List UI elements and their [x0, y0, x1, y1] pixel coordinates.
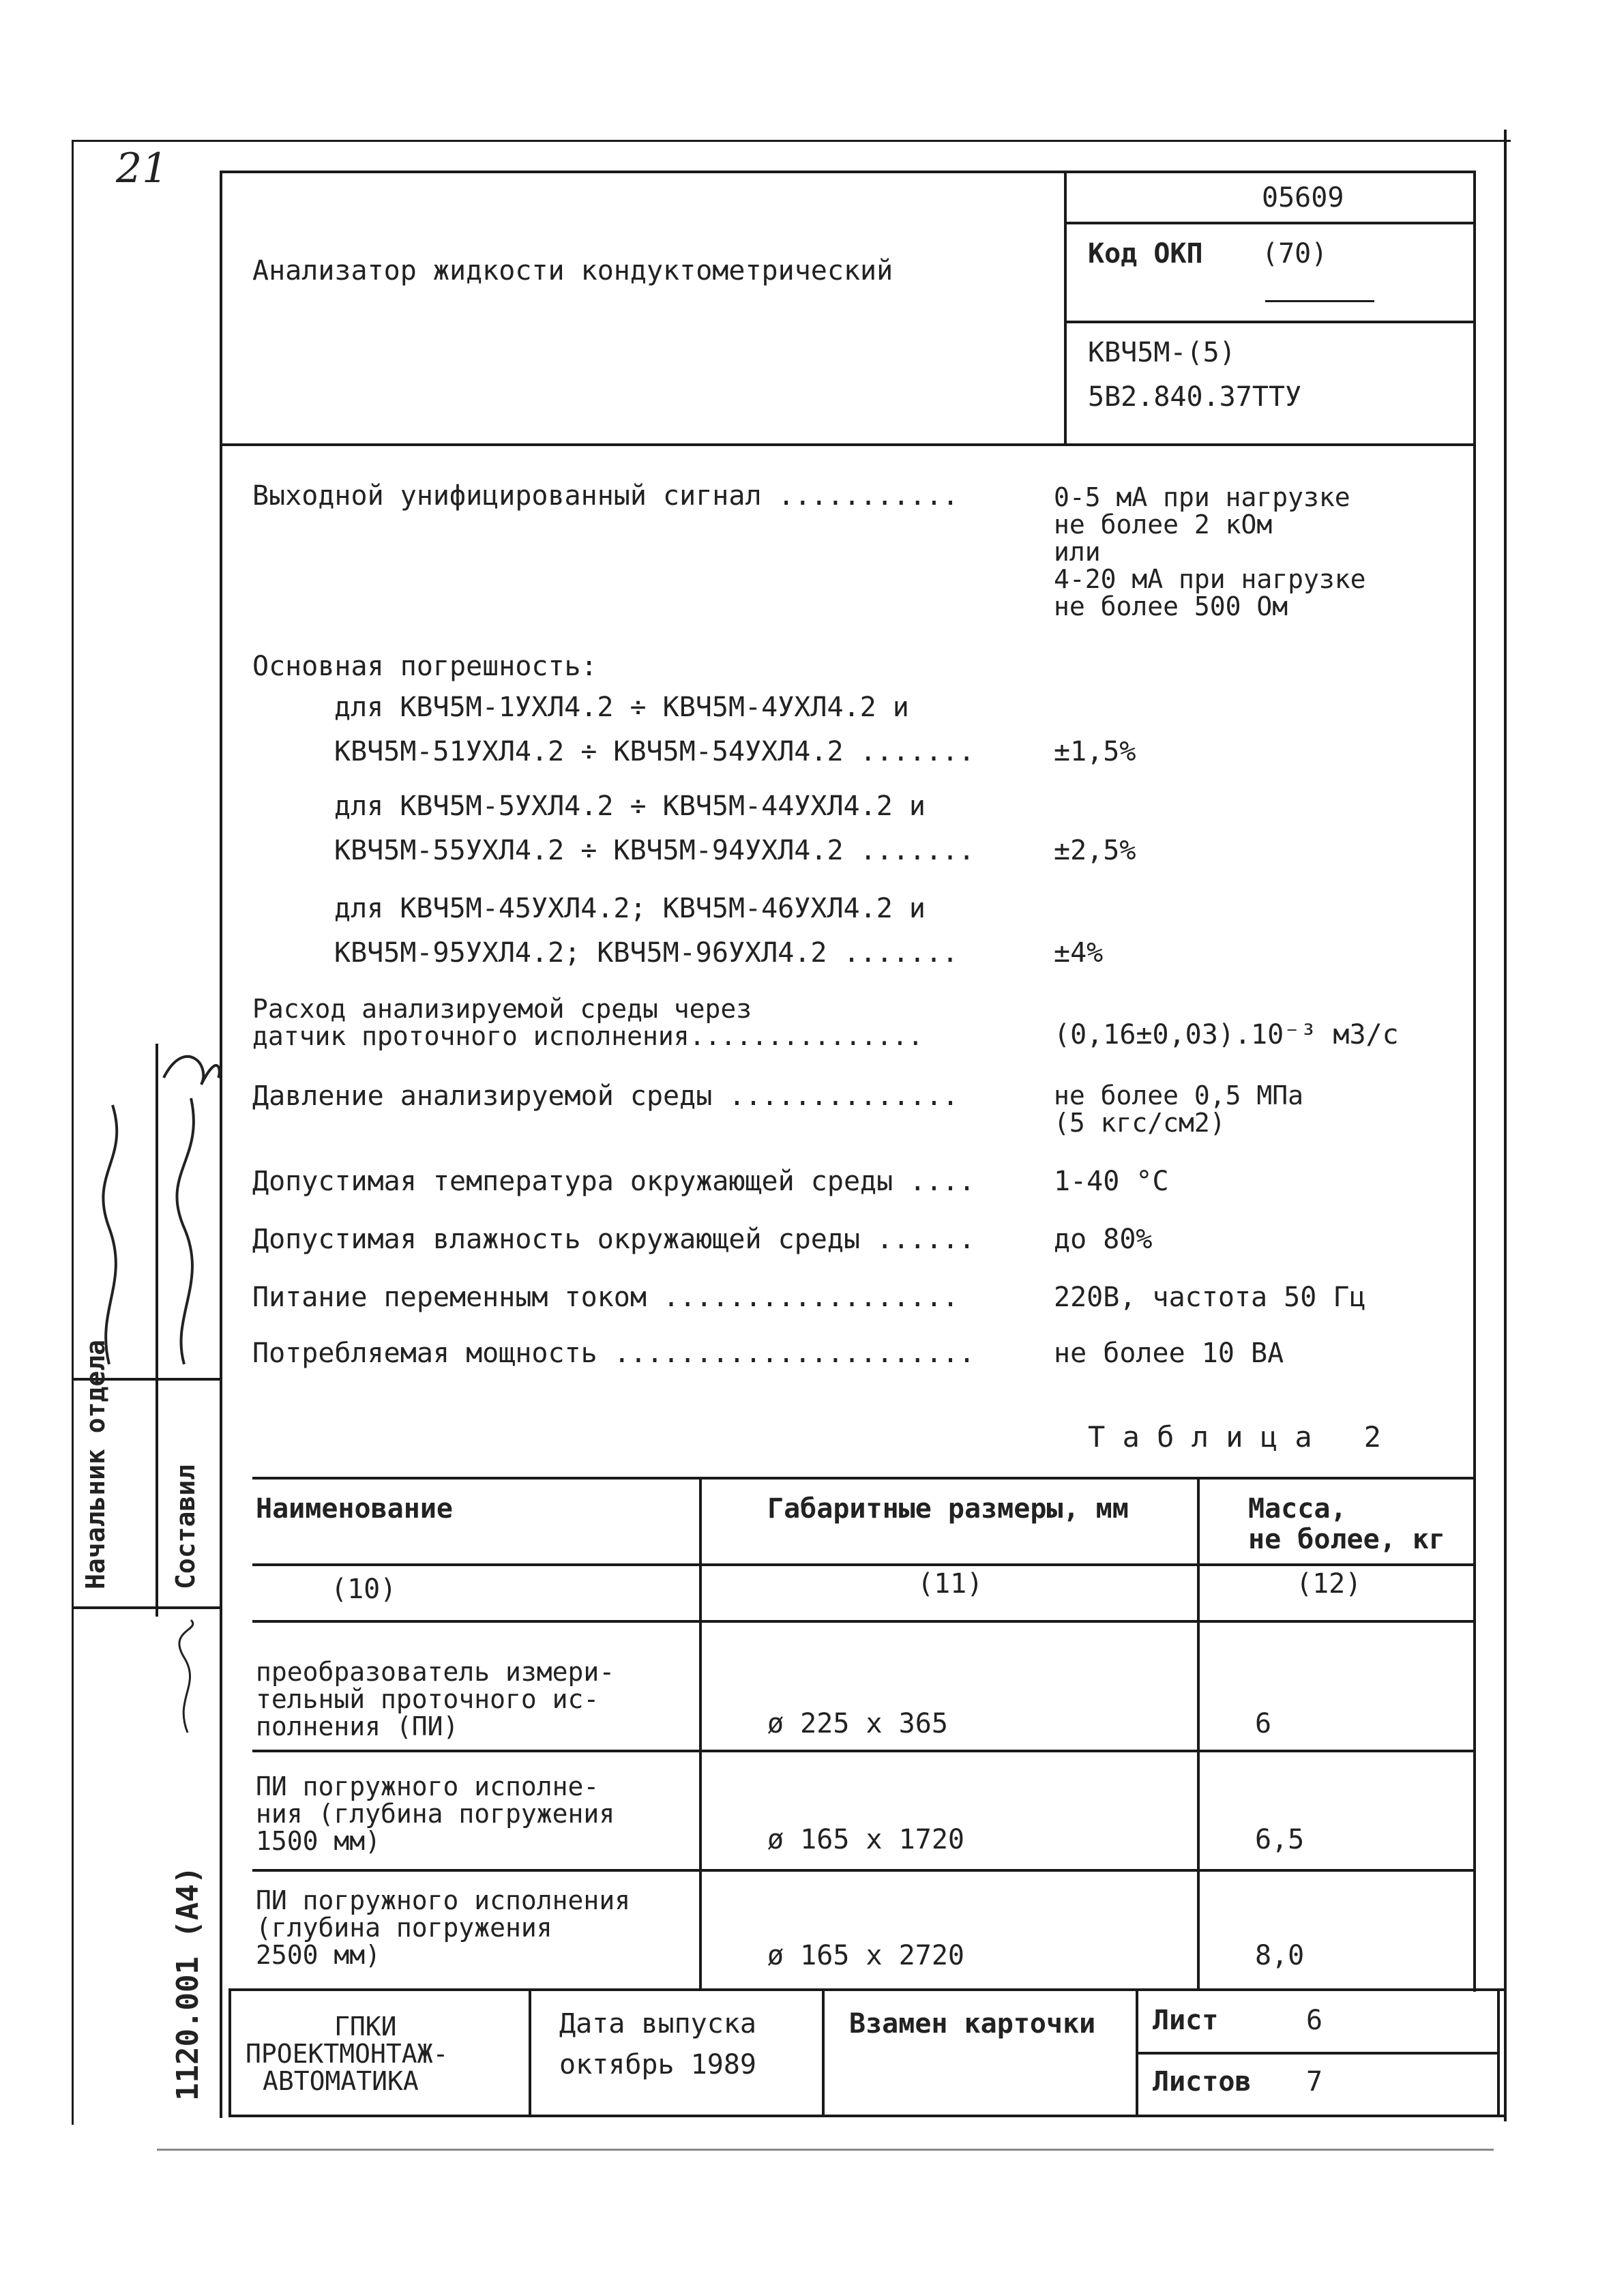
okp-label: Код ОКП: [1088, 238, 1203, 269]
temperature-label: Допустимая температура окружающей среды ....: [252, 1166, 975, 1197]
output-signal-line-4: 4-20 мА при нагрузке: [1054, 564, 1366, 594]
bottom-border: [157, 2149, 1494, 2151]
error-group-2-line-1: для КВЧ5М-5УХЛ4.2 ÷ КВЧ5М-44УХЛ4.2 и: [334, 791, 926, 822]
model-code: КВЧ5М-(5): [1088, 337, 1236, 368]
flow-value: (0,16±0,03).10⁻³ м3/с: [1054, 1019, 1399, 1050]
footer-sheets-value: 7: [1306, 2066, 1323, 2098]
table-header-line: [252, 1563, 1473, 1566]
flow-label-2: датчик проточного исполнения...............: [252, 1021, 923, 1051]
row-3-name-2: (глубина погружения: [256, 1913, 552, 1943]
power-supply-value: 220В, частота 50 Гц: [1054, 1282, 1366, 1313]
pressure-value-2: (5 кгс/см2): [1054, 1108, 1226, 1138]
table-codes-line: [252, 1620, 1473, 1623]
footer-divider-1: [529, 1988, 531, 2117]
output-signal-line-2: не более 2 кОм: [1054, 510, 1273, 540]
power-consumption-label: Потребляемая мощность ......................: [252, 1338, 975, 1369]
flow-label-1: Расход анализируемой среды через: [252, 994, 752, 1024]
footer-replace-label: Взамен карточки: [849, 2008, 1096, 2040]
top-border: [72, 140, 1511, 142]
humidity-value: до 80%: [1054, 1224, 1153, 1255]
error-group-2-line-2: КВЧ5М-55УХЛ4.2 ÷ КВЧ5М-94УХЛ4.2 .......: [334, 835, 975, 866]
footer-sheet-value: 6: [1306, 2005, 1323, 2036]
output-signal-line-3: или: [1054, 537, 1101, 567]
right-outer-border: [1504, 130, 1507, 2121]
table-code-12: (12): [1296, 1568, 1362, 1600]
row-2-size: ø 165 x 1720: [767, 1824, 964, 1855]
footer-org-1: ГПКИ: [334, 2012, 397, 2042]
row-3-name-1: ПИ погружного исполнения: [256, 1885, 631, 1915]
side-dept-head: Начальник отдела: [80, 1339, 110, 1589]
table-header-size: Габаритные размеры, мм: [767, 1493, 1129, 1525]
left-outer-border: [72, 140, 74, 2125]
row-1-mass: 6: [1255, 1708, 1272, 1739]
error-group-1-line-2: КВЧ5М-51УХЛ4.2 ÷ КВЧ5М-54УХЛ4.2 .......: [334, 736, 975, 767]
footer-divider-2: [822, 1988, 825, 2117]
document-title: Анализатор жидкости кондуктометрический: [252, 255, 893, 286]
signature-mark: [167, 1617, 215, 1739]
power-consumption-value: не более 10 ВА: [1054, 1338, 1284, 1369]
pressure-value-1: не более 0,5 МПа: [1054, 1080, 1304, 1110]
row-2-mass: 6,5: [1255, 1824, 1305, 1855]
footer-release-label: Дата выпуска: [559, 2008, 756, 2040]
page-number: 21: [116, 145, 168, 192]
error-group-1-line-1: для КВЧ5М-1УХЛ4.2 ÷ КВЧ5М-4УХЛ4.2 и: [334, 692, 909, 723]
row-2-name-2: ния (глубина погружения: [256, 1799, 615, 1829]
footer-sheets-label: Листов: [1153, 2066, 1252, 2098]
row-2-name-3: 1500 мм): [256, 1826, 381, 1856]
table-row-2-line: [252, 1869, 1473, 1872]
error-group-2-value: ±2,5%: [1054, 835, 1136, 866]
row-3-name-3: 2500 мм): [256, 1940, 381, 1970]
footer-top-line: [228, 1988, 1504, 1991]
row-2-name-1: ПИ погружного исполне-: [256, 1771, 600, 1801]
row-1-size: ø 225 x 365: [767, 1708, 948, 1739]
pressure-label: Давление анализируемой среды ..............: [252, 1080, 959, 1112]
row-1-name-1: преобразователь измери-: [256, 1657, 615, 1687]
table-col-divider-1: [699, 1477, 702, 1988]
temperature-value: 1-40 °С: [1054, 1166, 1169, 1197]
code-number: 05609: [1262, 182, 1344, 214]
okp-underline: [1265, 300, 1374, 302]
error-group-3-line-1: для КВЧ5М-45УХЛ4.2; КВЧ5М-46УХЛ4.2 и: [334, 893, 926, 924]
table-code-11: (11): [917, 1568, 984, 1600]
table-header-mass: Масса,: [1248, 1493, 1347, 1525]
side-composed: Составил: [171, 1464, 201, 1589]
table-top-line: [252, 1477, 1473, 1480]
output-signal-line-1: 0-5 мА при нагрузке: [1054, 482, 1350, 512]
output-signal-line-5: не более 500 Ом: [1054, 591, 1288, 621]
side-block-bottom-line: [74, 1606, 220, 1609]
footer-sheet-label: Лист: [1153, 2005, 1219, 2036]
footer-org-3: АВТОМАТИКА: [263, 2066, 419, 2096]
row-1-name-3: полнения (ПИ): [256, 1711, 459, 1741]
error-group-1-value: ±1,5%: [1054, 736, 1136, 767]
side-doc-code: 1120.001 (А4): [171, 1866, 205, 2101]
table-col-divider-2: [1197, 1477, 1200, 1988]
footer-release-value: октябрь 1989: [559, 2049, 756, 2080]
header-okp-line: [1064, 321, 1473, 323]
row-3-mass: 8,0: [1255, 1940, 1305, 1971]
error-group-3-value: ±4%: [1054, 937, 1104, 969]
header-top-line: [220, 171, 1476, 173]
table-caption: Т а б л и ц а 2: [1088, 1420, 1381, 1454]
error-label: Основная погрешность:: [252, 651, 597, 682]
row-3-size: ø 165 x 2720: [767, 1940, 964, 1971]
signature-mark: [82, 1023, 225, 1378]
error-group-3-line-2: КВЧ5М-95УХЛ4.2; КВЧ5М-96УХЛ4.2 .......: [334, 937, 959, 969]
header-code-line: [1064, 222, 1473, 224]
spec-code: 5В2.840.37ТТУ: [1088, 381, 1302, 413]
okp-value: (70): [1262, 238, 1328, 269]
table-code-10: (10): [331, 1574, 397, 1605]
row-1-name-2: тельный проточного ис-: [256, 1684, 600, 1714]
footer-left-border: [228, 1988, 231, 2117]
table-header-mass-2: не более, кг: [1248, 1524, 1445, 1555]
table-row-1-line: [252, 1750, 1473, 1752]
footer-org-2: ПРОЕКТМОНТАЖ-: [246, 2039, 449, 2069]
output-signal-label: Выходной унифицированный сигнал ...........: [252, 480, 959, 512]
table-header-name: Наименование: [256, 1493, 453, 1525]
footer-sheet-line: [1136, 2052, 1497, 2055]
footer-bottom-line: [228, 2115, 1504, 2117]
humidity-label: Допустимая влажность окружающей среды ......: [252, 1224, 975, 1255]
header-divider: [1064, 171, 1067, 443]
footer-right-border: [1497, 1988, 1500, 2117]
header-bottom-line: [220, 443, 1476, 446]
power-supply-label: Питание переменным током ..................: [252, 1282, 959, 1313]
